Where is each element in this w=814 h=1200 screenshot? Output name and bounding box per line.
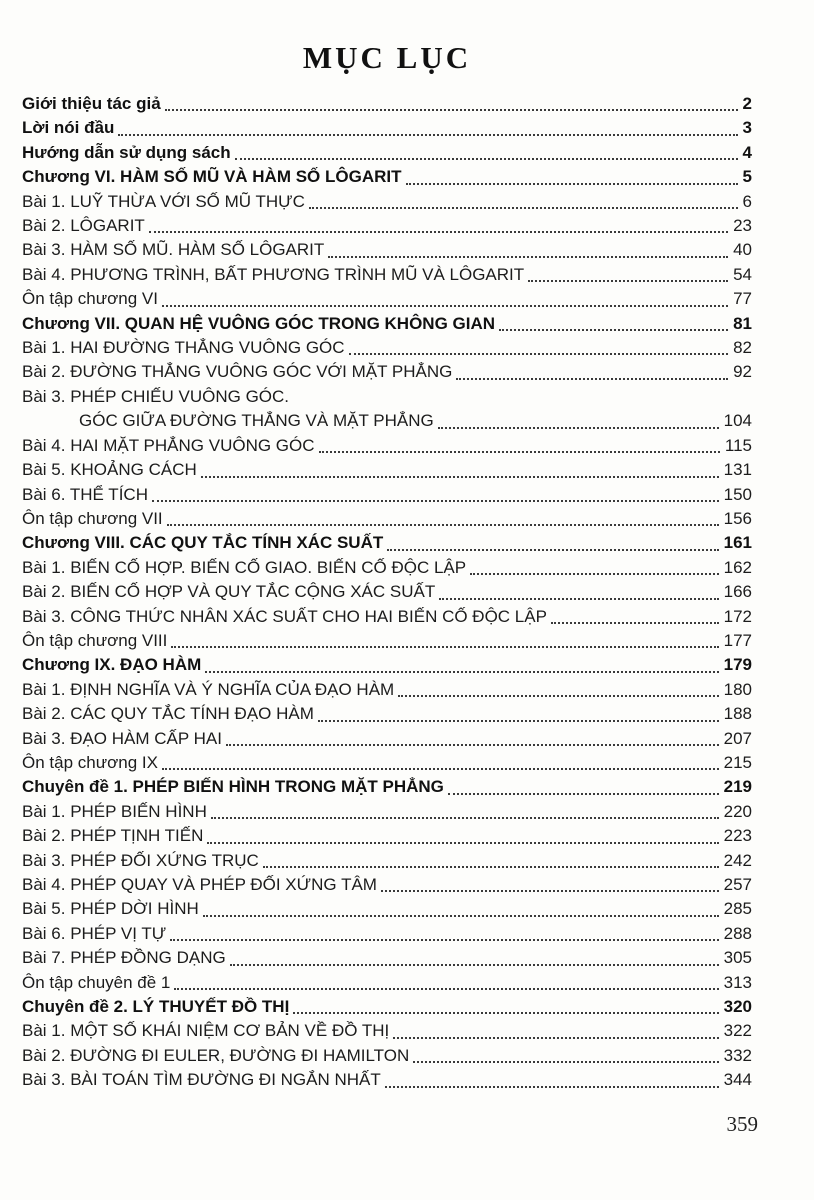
toc-dot-leader xyxy=(207,841,718,844)
toc-entry-page: 92 xyxy=(733,362,752,382)
toc-entry-text: Ôn tập chuyên đề 1 xyxy=(22,972,171,992)
toc-entry-page: 242 xyxy=(723,850,752,870)
toc-row xyxy=(22,116,752,140)
toc-row xyxy=(22,1068,752,1092)
toc-row xyxy=(22,385,752,409)
toc-row xyxy=(22,751,752,775)
toc-row xyxy=(22,165,752,189)
toc-row xyxy=(22,897,752,921)
toc-entry-page: 177 xyxy=(723,630,752,650)
toc-entry-text: Chuyên đề 1. PHÉP BIẾN HÌNH TRONG MẶT PHẲNG xyxy=(22,777,444,797)
toc-row xyxy=(22,409,752,433)
toc-entry-text: Lời nói đầu xyxy=(22,118,115,138)
toc-row xyxy=(22,775,752,799)
toc-row xyxy=(22,971,752,995)
toc-entry-page: 4 xyxy=(742,142,752,162)
toc-entry-text: Bài 1. MỘT SỐ KHÁI NIỆM CƠ BẢN VỀ ĐỒ THỊ xyxy=(22,1021,390,1041)
toc-entry-page: 3 xyxy=(742,118,752,138)
toc-entry-text: Bài 1. LUỸ THỪA VỚI SỐ MŨ THỰC xyxy=(22,191,305,211)
footer-page-number: 359 xyxy=(726,1112,758,1136)
toc-entry-text: Bài 1. ĐỊNH NGHĨA VÀ Ý NGHĨA CỦA ĐẠO HÀM xyxy=(22,679,395,699)
toc-dot-leader xyxy=(293,1011,718,1014)
toc-row xyxy=(22,873,752,897)
toc-entry-text: Bài 6. PHÉP VỊ TỰ xyxy=(22,923,167,943)
toc-row xyxy=(22,629,752,653)
toc-row xyxy=(22,556,752,580)
toc-row xyxy=(22,141,752,165)
toc-entry-page: 305 xyxy=(723,948,752,968)
toc-entry-page: 131 xyxy=(723,460,752,480)
toc-dot-leader xyxy=(413,1060,718,1063)
toc-dot-leader xyxy=(385,1085,719,1088)
toc-dot-leader xyxy=(470,572,719,575)
toc-entry-text: Chương IX. ĐẠO HÀM xyxy=(22,655,202,675)
toc-dot-leader xyxy=(398,694,718,697)
toc-row xyxy=(22,434,752,458)
toc-dot-leader xyxy=(149,230,728,233)
toc-entry-page: 54 xyxy=(733,264,752,284)
toc-row xyxy=(22,824,752,848)
toc-dot-leader xyxy=(349,352,729,355)
toc-entry-page: 150 xyxy=(723,484,752,504)
toc-entry-text: Ôn tập chương VIII xyxy=(22,630,168,650)
toc-entry-page: 220 xyxy=(723,801,752,821)
toc-dot-leader xyxy=(174,987,718,990)
toc-entry-page: 81 xyxy=(733,313,752,333)
toc-entry-text: Bài 3. HÀM SỐ MŨ. HÀM SỐ LÔGARIT xyxy=(22,240,325,260)
toc-entry-page: 77 xyxy=(733,289,752,309)
toc-entry-text: Bài 1. HAI ĐƯỜNG THẲNG VUÔNG GÓC xyxy=(22,338,345,358)
toc-entry-page: 179 xyxy=(723,655,752,675)
toc-entry-text: Bài 3. ĐẠO HÀM CẤP HAI xyxy=(22,728,222,748)
toc-entry-page: 188 xyxy=(723,704,752,724)
toc-row xyxy=(22,1044,752,1068)
toc-row xyxy=(22,360,752,384)
toc-entry-text: Bài 2. CÁC QUY TẮC TÍNH ĐẠO HÀM xyxy=(22,704,314,724)
toc-entry-page: 285 xyxy=(723,899,752,919)
toc-entry-page: 288 xyxy=(723,923,752,943)
toc-row xyxy=(22,702,752,726)
toc-row xyxy=(22,92,752,116)
toc-entry-page: 172 xyxy=(723,606,752,626)
toc-entry-page: 322 xyxy=(723,1021,752,1041)
toc-entry-text: Bài 5. PHÉP DỜI HÌNH xyxy=(22,899,199,919)
toc-row xyxy=(22,507,752,531)
toc-entry-text: Ôn tập chương IX xyxy=(22,752,158,772)
toc-entry-page: 23 xyxy=(733,216,752,236)
toc-entry-page: 115 xyxy=(724,435,752,455)
toc-entry-text: Bài 7. PHÉP ĐỒNG DẠNG xyxy=(22,948,226,968)
toc-row xyxy=(22,678,752,702)
toc-dot-leader xyxy=(319,450,720,453)
toc-dot-leader xyxy=(235,157,738,160)
toc-dot-leader xyxy=(393,1036,718,1039)
toc-entry-text: Bài 1. PHÉP BIẾN HÌNH xyxy=(22,801,207,821)
toc-dot-leader xyxy=(230,963,719,966)
toc-entry-page: 215 xyxy=(723,752,752,772)
toc-entry-text: Bài 2. BIẾN CỐ HỢP VÀ QUY TẮC CỘNG XÁC SUẤT xyxy=(22,582,436,602)
toc-entry-page: 162 xyxy=(723,557,752,577)
toc-row xyxy=(22,849,752,873)
toc-row xyxy=(22,483,752,507)
page-title: MỤC LỤC xyxy=(302,40,472,75)
toc-entry-text: Bài 2. LÔGARIT xyxy=(22,216,145,236)
toc-entry-text: Bài 3. PHÉP CHIẾU VUÔNG GÓC. xyxy=(22,386,290,406)
toc-entry-page: 332 xyxy=(723,1045,752,1065)
toc-row xyxy=(22,995,752,1019)
toc-dot-leader xyxy=(205,670,718,673)
toc-row xyxy=(22,287,752,311)
toc-entry-text: Ôn tập chương VI xyxy=(22,289,158,309)
toc-row xyxy=(22,336,752,360)
toc-entry-text: Bài 2. PHÉP TỊNH TIẾN xyxy=(22,826,204,846)
toc-entry-page: 207 xyxy=(723,728,752,748)
toc-entry-page: 166 xyxy=(723,582,752,602)
toc-row xyxy=(22,312,752,336)
toc-entry-text: GÓC GIỮA ĐƯỜNG THẲNG VÀ MẶT PHẲNG xyxy=(79,411,434,431)
toc-dot-leader xyxy=(406,182,738,185)
toc-dot-leader xyxy=(381,889,719,892)
toc-row xyxy=(22,458,752,482)
toc-entry-text: Bài 1. BIẾN CỐ HỢP. BIẾN CỐ GIAO. BIẾN CỐ ĐỘC LẬP xyxy=(22,557,467,577)
toc-dot-leader xyxy=(165,108,738,111)
toc-dot-leader xyxy=(118,133,737,136)
toc-entry-page: 6 xyxy=(742,191,752,211)
toc-dot-leader xyxy=(448,792,719,795)
toc-dot-leader xyxy=(439,597,718,600)
toc-entry-page: 40 xyxy=(733,240,752,260)
toc-dot-leader xyxy=(167,523,719,526)
toc-entry-text: Chương VII. QUAN HỆ VUÔNG GÓC TRONG KHÔNG GIAN xyxy=(22,313,496,333)
table-of-contents xyxy=(22,92,752,1093)
toc-entry-page: 2 xyxy=(742,94,752,113)
toc-entry-text: Bài 2. ĐƯỜNG ĐI EULER, ĐƯỜNG ĐI HAMILTON xyxy=(22,1045,410,1065)
toc-entry-page: 320 xyxy=(723,997,752,1017)
toc-dot-leader xyxy=(162,304,728,307)
toc-entry-text: Bài 4. PHÉP QUAY VÀ PHÉP ĐỐI XỨNG TÂM xyxy=(22,875,377,894)
toc-dot-leader xyxy=(309,206,738,209)
toc-entry-page: 180 xyxy=(723,679,752,699)
toc-row xyxy=(22,605,752,629)
toc-entry-text: Chuyên đề 2. LÝ THUYẾT ĐỒ THỊ xyxy=(22,997,290,1017)
toc-dot-leader xyxy=(499,328,728,331)
toc-entry-page: 219 xyxy=(723,777,752,797)
toc-row xyxy=(22,238,752,262)
toc-row xyxy=(22,922,752,946)
toc-entry-page: 344 xyxy=(723,1070,752,1090)
toc-dot-leader xyxy=(170,938,718,941)
toc-row xyxy=(22,653,752,677)
toc-dot-leader xyxy=(203,914,719,917)
toc-entry-page: 257 xyxy=(723,875,752,894)
toc-dot-leader xyxy=(201,475,719,478)
toc-entry-text: Bài 3. BÀI TOÁN TÌM ĐƯỜNG ĐI NGẮN NHẤT xyxy=(22,1070,381,1090)
toc-entry-text: Bài 3. CÔNG THỨC NHÂN XÁC SUẤT CHO HAI BIẾN CỐ ĐỘC LẬP xyxy=(22,606,547,626)
toc-row xyxy=(22,263,752,287)
toc-entry-text: Chương VI. HÀM SỐ MŨ VÀ HÀM SỐ LÔGARIT xyxy=(22,167,402,187)
toc-dot-leader xyxy=(226,743,719,746)
toc-row xyxy=(22,190,752,214)
toc-entry-text: Bài 2. ĐƯỜNG THẲNG VUÔNG GÓC VỚI MẶT PHẲNG xyxy=(22,362,453,382)
toc-row xyxy=(22,531,752,555)
toc-entry-page: 82 xyxy=(733,338,752,358)
toc-entry-page: 5 xyxy=(742,167,752,187)
toc-dot-leader xyxy=(318,719,719,722)
toc-dot-leader xyxy=(263,865,719,868)
toc-entry-text: Bài 5. KHOẢNG CÁCH xyxy=(22,460,197,480)
toc-dot-leader xyxy=(328,255,728,258)
toc-dot-leader xyxy=(551,621,719,624)
toc-entry-page: 161 xyxy=(723,533,752,553)
toc-entry-text: Hướng dẫn sử dụng sách xyxy=(22,142,231,162)
toc-entry-page: 223 xyxy=(723,826,752,846)
toc-dot-leader xyxy=(387,548,718,551)
toc-dot-leader xyxy=(438,426,719,429)
toc-entry-page: 156 xyxy=(723,508,752,528)
toc-entry-text: Ôn tập chương VII xyxy=(22,508,163,528)
toc-dot-leader xyxy=(211,816,719,819)
toc-row xyxy=(22,580,752,604)
toc-row xyxy=(22,800,752,824)
toc-dot-leader xyxy=(152,499,719,502)
toc-entry-text: Chương VIII. CÁC QUY TẮC TÍNH XÁC SUẤT xyxy=(22,533,384,553)
toc-entry-text: Bài 4. HAI MẶT PHẲNG VUÔNG GÓC xyxy=(22,435,315,455)
toc-dot-leader xyxy=(162,767,719,770)
toc-dot-leader xyxy=(528,279,728,282)
toc-entry-page: 104 xyxy=(723,411,752,431)
toc-entry-text: Giới thiệu tác giả xyxy=(22,94,161,113)
toc-entry-text: Bài 6. THỂ TÍCH xyxy=(22,484,148,504)
toc-row xyxy=(22,214,752,238)
toc-dot-leader xyxy=(171,645,718,648)
toc-row xyxy=(22,1019,752,1043)
toc-entry-page: 313 xyxy=(723,972,752,992)
toc-entry-text: Bài 3. PHÉP ĐỐI XỨNG TRỤC xyxy=(22,850,259,870)
toc-dot-leader xyxy=(456,377,728,380)
toc-entry-text: Bài 4. PHƯƠNG TRÌNH, BẤT PHƯƠNG TRÌNH MŨ VÀ LÔGARIT xyxy=(22,264,525,284)
toc-row xyxy=(22,946,752,970)
toc-row xyxy=(22,727,752,751)
